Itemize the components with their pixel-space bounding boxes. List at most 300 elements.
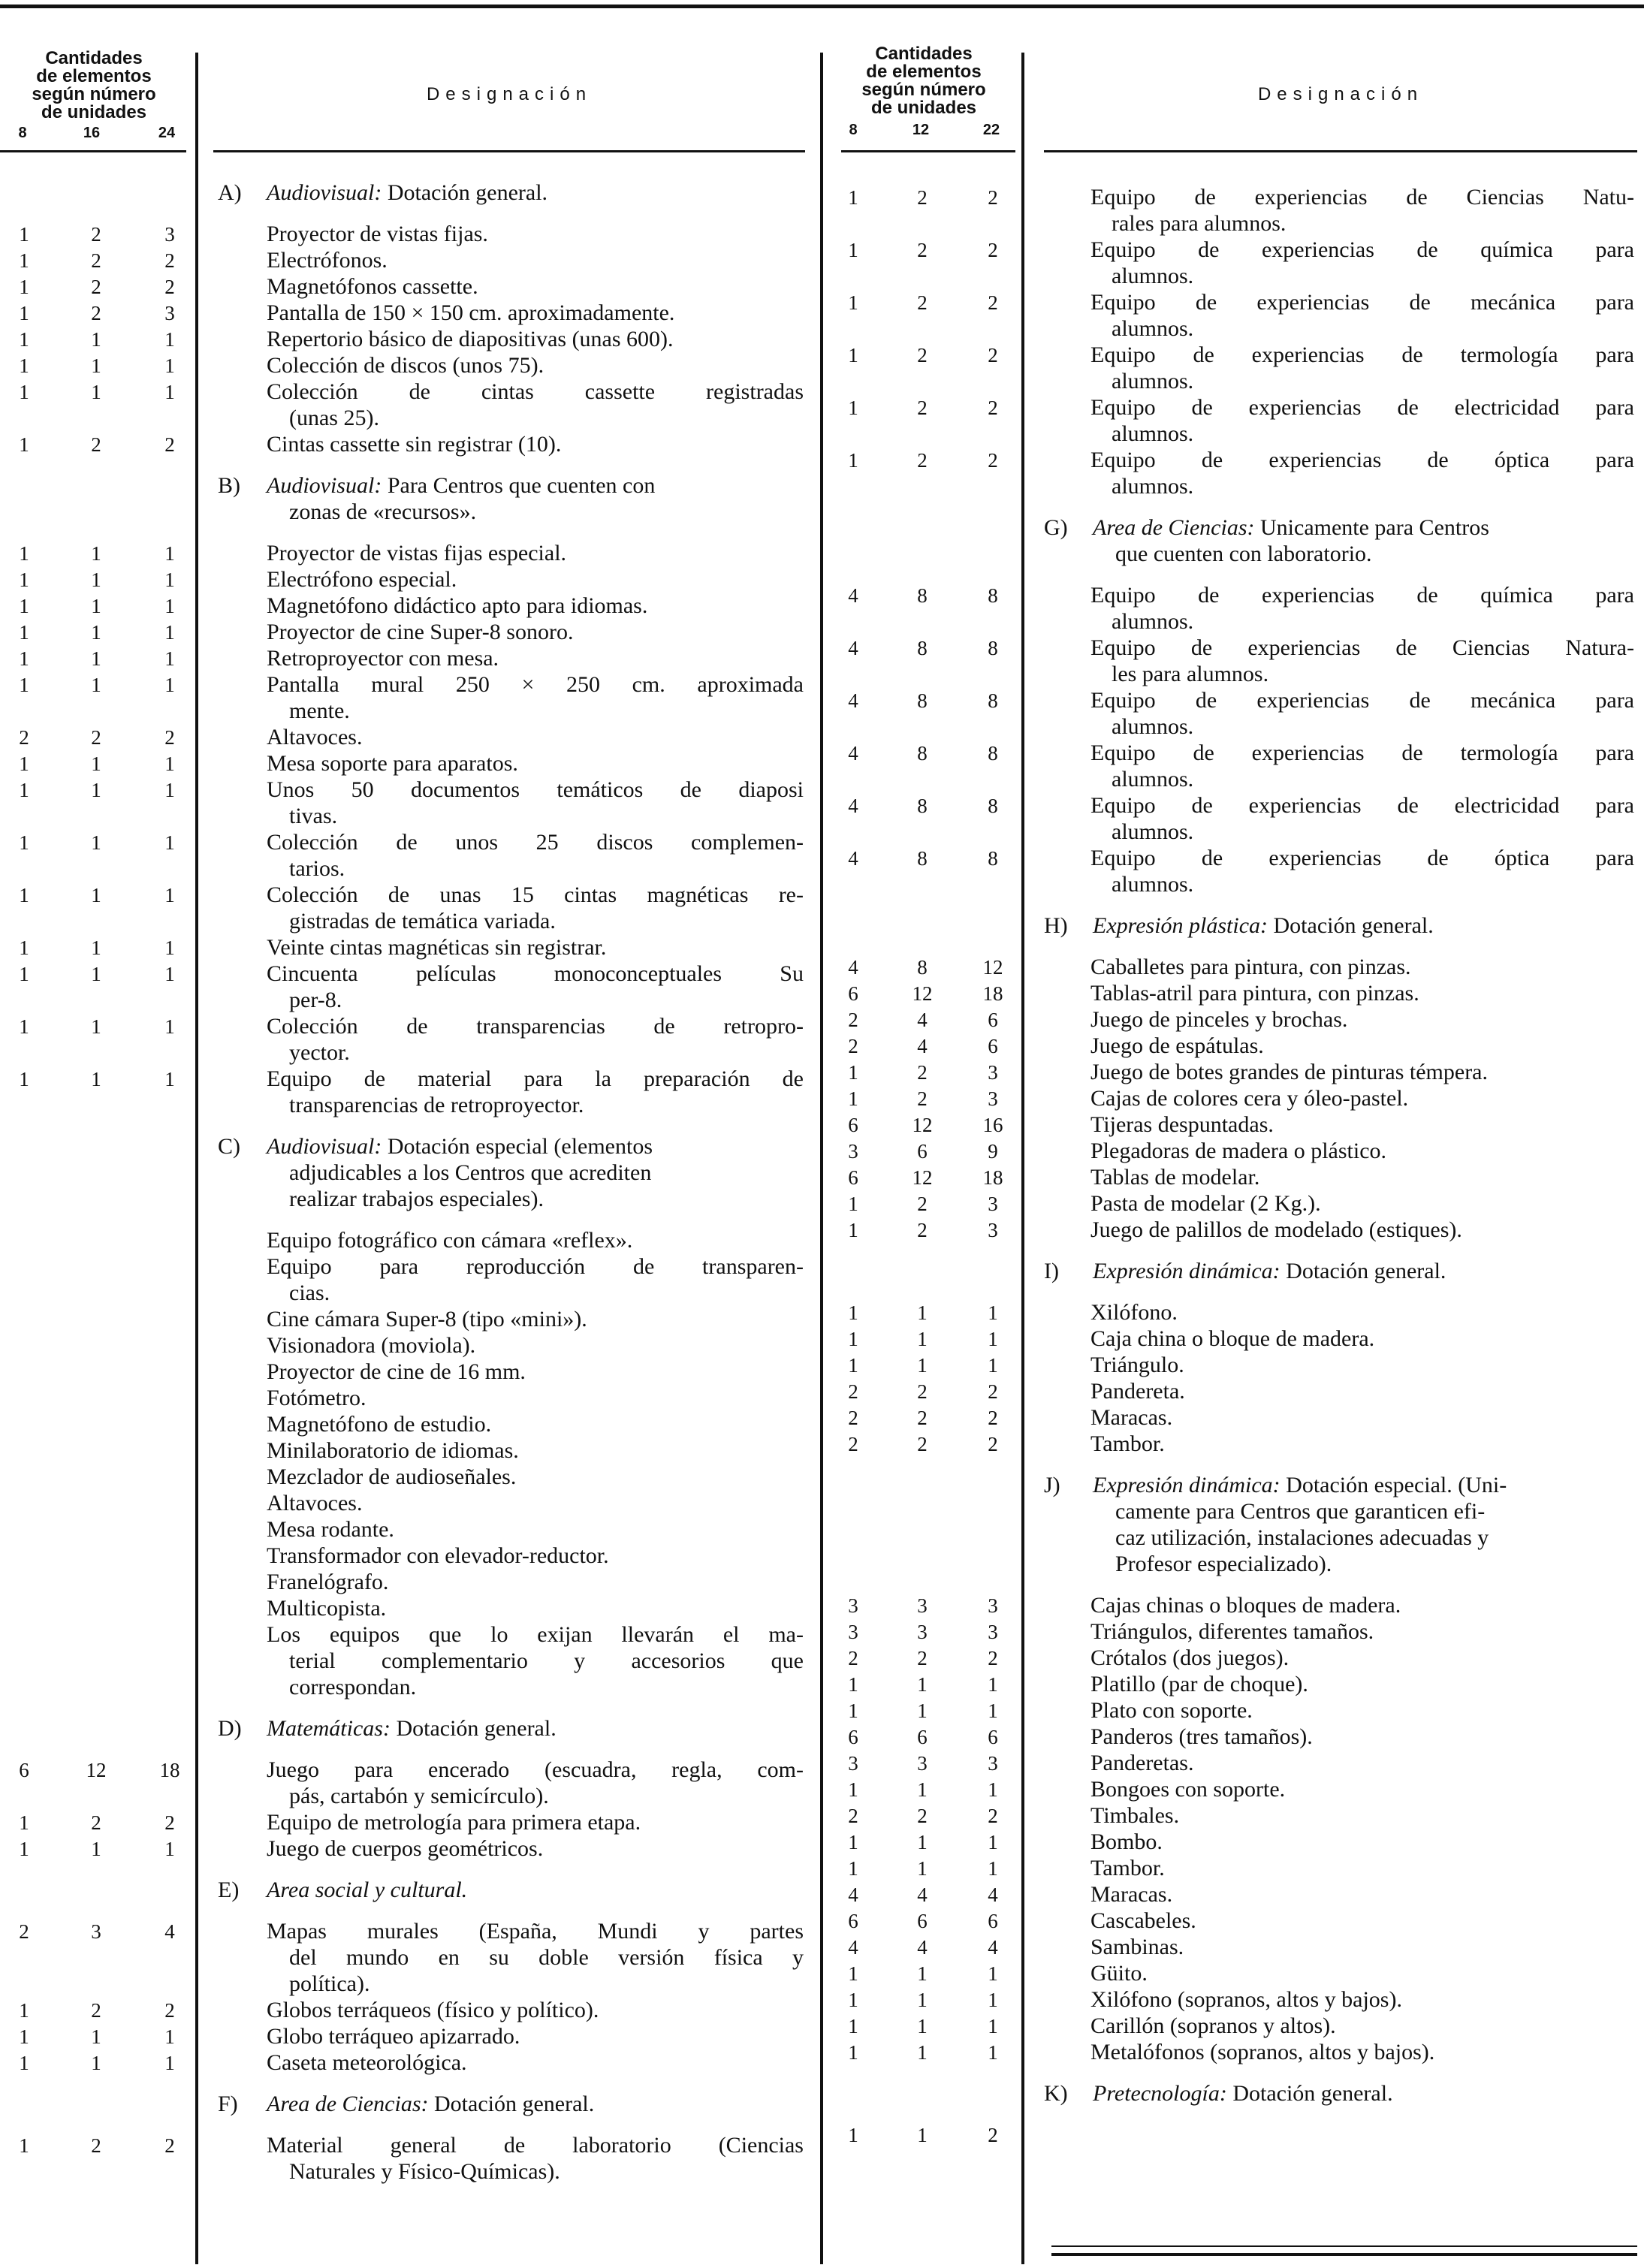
quantity-cell: 1	[164, 542, 175, 565]
item-text: Magnetófono de estudio.	[267, 1412, 492, 1437]
section-title-continuation: caz utilización, instalaciones adecuadas y	[1115, 1525, 1489, 1550]
quantity-cell: 2	[988, 291, 998, 314]
item-text: rales para alumnos.	[1112, 211, 1287, 236]
quantity-cell: 2	[164, 249, 175, 272]
quantity-cell: 2	[917, 1805, 928, 1827]
quantity-cell: 1	[91, 884, 101, 906]
item-text: Pantalla de 150 × 150 cm. aproximadamente.	[267, 300, 675, 325]
item-text: Globos terráqueos (físico y político).	[267, 1998, 599, 2022]
quantity-cell: 1	[848, 449, 858, 472]
quantity-cell: 1	[19, 647, 29, 670]
quantity-cell: 1	[848, 239, 858, 261]
item-text: Maracas.	[1090, 1405, 1173, 1430]
item-text: Equipo de experiencias de química para	[1090, 583, 1634, 608]
section-title-text: Dotación general.	[428, 2092, 595, 2116]
item-text: Altavoces.	[267, 725, 363, 749]
quantity-cell: 1	[19, 569, 29, 591]
quantity-cell: 1	[164, 569, 175, 591]
item-text: Xilófono (sopranos, altos y bajos).	[1090, 1987, 1402, 2012]
quantity-cell: 1	[164, 963, 175, 985]
section-letter: C)	[218, 1134, 240, 1159]
item-text: Colección de discos (unos 75).	[267, 353, 544, 378]
item-text: Tambor.	[1090, 1431, 1165, 1456]
quantity-cell: 2	[19, 1920, 29, 1943]
item-text: alumnos.	[1112, 421, 1194, 446]
section-title	[1093, 2081, 1393, 2107]
quantity-cell: 1	[917, 2041, 928, 2064]
section-title-italic: Area de Ciencias:	[267, 2092, 429, 2116]
qty-header-line: de elementos	[36, 66, 152, 86]
quantity-cell: 1	[19, 1068, 29, 1090]
left-column-divider	[195, 53, 198, 2264]
quantity-cell: 2	[848, 1433, 858, 1455]
item-text: transparencias de retroproyector.	[289, 1093, 584, 1117]
section-title	[1093, 1473, 1507, 1498]
item-text: Panderos (tres tamaños).	[1090, 1724, 1313, 1749]
center-divider	[820, 53, 823, 2264]
item-text: yector.	[289, 1040, 350, 1065]
quantity-cell: 2	[988, 1805, 998, 1827]
quantity-cell: 6	[848, 1726, 858, 1748]
quantity-cell: 1	[917, 1857, 928, 1880]
quantity-cell: 4	[848, 1883, 858, 1906]
quantity-cell: 1	[19, 1838, 29, 1860]
section-title	[267, 180, 547, 206]
item-text: cias.	[289, 1280, 330, 1305]
quantity-cell: 2	[91, 1811, 101, 1834]
item-text: Equipo de experiencias de Ciencias Natura-	[1090, 635, 1634, 660]
item-text: alumnos.	[1112, 714, 1194, 739]
quantity-cell: 1	[917, 1301, 928, 1324]
item-text: Equipo fotográfico con cámara «reflex».	[267, 1228, 633, 1253]
unit-number: 8	[849, 122, 858, 138]
quantity-cell: 3	[848, 1752, 858, 1775]
item-text: alumnos.	[1112, 767, 1194, 792]
quantity-cell: 1	[848, 1087, 858, 1110]
quantity-cell: 1	[164, 2052, 175, 2074]
item-text: alumnos.	[1112, 474, 1194, 499]
quantity-cell: 8	[917, 689, 928, 712]
section-title-text: Para Centros que cuenten con	[382, 473, 656, 498]
quantity-cell: 1	[91, 936, 101, 959]
item-text: Pasta de modelar (2 Kg.).	[1090, 1191, 1321, 1216]
quantity-cell: 1	[91, 354, 101, 377]
quantity-cell: 1	[988, 1778, 998, 1801]
quantity-cell: 3	[917, 1594, 928, 1617]
quantity-cell: 1	[164, 647, 175, 670]
quantity-cell: 3	[988, 1219, 998, 1241]
quantity-cell: 2	[988, 1433, 998, 1455]
section-title	[1093, 913, 1434, 939]
item-text: del mundo en su doble versión física y	[289, 1945, 804, 1970]
quantity-cell: 1	[91, 328, 101, 351]
section-title-italic: Expresión dinámica:	[1093, 1259, 1281, 1283]
quantity-cell: 1	[917, 2015, 928, 2037]
section-title	[267, 2092, 594, 2117]
quantity-cell: 1	[848, 1989, 858, 2011]
item-text: Crótalos (dos juegos).	[1090, 1645, 1290, 1670]
quantity-cell: 2	[917, 1193, 928, 1215]
section-title-text: Dotación general.	[390, 1716, 557, 1741]
section-title	[267, 473, 655, 499]
section-title	[1093, 515, 1489, 541]
quantity-cell: 2	[848, 1407, 858, 1429]
quantity-cell: 1	[988, 2015, 998, 2037]
quantity-cell: 1	[988, 1989, 998, 2011]
item-text: Cincuenta películas monoconceptuales Su	[267, 961, 804, 986]
quantity-cell: 16	[982, 1114, 1003, 1136]
item-text: Proyector de cine Super-8 sonoro.	[267, 620, 574, 644]
quantity-cell: 6	[917, 1140, 928, 1163]
quantity-cell: 4	[917, 1936, 928, 1959]
quantity-cell: 2	[164, 433, 175, 456]
item-text: Caja china o bloque de madera.	[1090, 1326, 1375, 1351]
quantity-cell: 6	[848, 1166, 858, 1189]
quantity-cell: 2	[91, 2134, 101, 2157]
section-letter: E)	[218, 1877, 240, 1902]
section-letter: J)	[1044, 1473, 1060, 1497]
quantity-cell: 1	[988, 1699, 998, 1722]
section-title-text: Dotación general.	[1268, 913, 1434, 938]
quantity-cell: 1	[848, 1831, 858, 1853]
quantity-cell: 1	[164, 2025, 175, 2048]
quantity-cell: 2	[91, 433, 101, 456]
quantity-cell: 6	[917, 1910, 928, 1932]
quantity-cell: 1	[19, 381, 29, 403]
section-title-continuation: realizar trabajos especiales).	[289, 1187, 544, 1211]
quantity-cell: 1	[848, 1301, 858, 1324]
quantity-cell: 3	[848, 1621, 858, 1643]
item-text: Colección de cintas cassette registradas	[267, 379, 804, 404]
quantity-cell: 2	[988, 186, 998, 209]
quantity-cell: 1	[19, 249, 29, 272]
item-text: Plato con soporte.	[1090, 1698, 1253, 1723]
quantity-cell: 3	[988, 1752, 998, 1775]
quantity-cell: 12	[912, 982, 933, 1005]
quantity-cell: 18	[982, 1166, 1003, 1189]
item-text: Equipo para reproducción de transparen-	[267, 1254, 804, 1279]
quantity-cell: 1	[91, 674, 101, 696]
quantity-cell: 1	[91, 2025, 101, 2048]
right-qty-header	[834, 45, 1014, 117]
quantity-cell: 1	[164, 831, 175, 854]
item-text: Cascabeles.	[1090, 1908, 1196, 1933]
quantity-cell: 1	[19, 779, 29, 801]
quantity-cell: 2	[164, 276, 175, 298]
quantity-cell: 1	[19, 433, 29, 456]
quantity-cell: 1	[91, 542, 101, 565]
quantity-cell: 1	[848, 1673, 858, 1696]
item-text: alumnos.	[1112, 872, 1194, 897]
quantity-cell: 8	[988, 847, 998, 870]
item-text: (unas 25).	[289, 406, 379, 430]
quantity-cell: 1	[988, 1301, 998, 1324]
quantity-cell: 2	[917, 1087, 928, 1110]
quantity-cell: 2	[164, 726, 175, 749]
quantity-cell: 4	[917, 1035, 928, 1057]
item-text: Tijeras despuntadas.	[1090, 1112, 1274, 1137]
quantity-cell: 6	[988, 1726, 998, 1748]
item-text: Tablas de modelar.	[1090, 1165, 1260, 1190]
header-underline-left-des	[213, 150, 805, 152]
unit-number: 8	[18, 125, 27, 141]
section-letter: G)	[1044, 515, 1068, 540]
quantity-cell: 4	[848, 584, 858, 607]
header-underline-right-des	[1044, 150, 1637, 152]
item-text: Mesa soporte para aparatos.	[267, 751, 518, 776]
unit-number: 16	[83, 125, 101, 141]
item-text: Maracas.	[1090, 1882, 1173, 1907]
quantity-cell: 1	[988, 1354, 998, 1377]
quantity-cell: 1	[917, 1962, 928, 1985]
quantity-cell: 12	[86, 1759, 107, 1781]
quantity-cell: 2	[848, 1805, 858, 1827]
quantity-cell: 2	[917, 1380, 928, 1403]
quantity-cell: 1	[91, 595, 101, 617]
quantity-cell: 1	[19, 302, 29, 324]
quantity-cell: 2	[91, 1999, 101, 2022]
right-designacion-header: Designación	[1257, 84, 1424, 104]
quantity-cell: 2	[988, 1647, 998, 1669]
item-text: Unos 50 documentos temáticos de diaposi	[267, 777, 804, 802]
item-text: Material general de laboratorio (Ciencias	[267, 2133, 804, 2158]
quantity-cell: 6	[988, 1035, 998, 1057]
quantity-cell: 1	[917, 1699, 928, 1722]
quantity-cell: 1	[164, 354, 175, 377]
quantity-cell: 1	[19, 354, 29, 377]
item-text: Xilófono.	[1090, 1300, 1178, 1325]
quantity-cell: 3	[988, 1621, 998, 1643]
quantity-cell: 1	[848, 1778, 858, 1801]
quantity-cell: 2	[917, 449, 928, 472]
quantity-cell: 18	[159, 1759, 180, 1781]
quantity-cell: 1	[19, 884, 29, 906]
section-title-italic: Audiovisual:	[267, 473, 382, 498]
left-qty-header	[0, 50, 188, 122]
section-title	[267, 1134, 653, 1160]
quantity-cell: 1	[988, 2041, 998, 2064]
quantity-cell: 1	[164, 381, 175, 403]
quantity-cell: 1	[19, 621, 29, 644]
top-rule	[0, 5, 1644, 8]
quantity-cell: 3	[164, 223, 175, 246]
section-letter: F)	[218, 2092, 238, 2116]
quantity-cell: 8	[917, 956, 928, 979]
item-text: Magnetófono didáctico apto para idiomas.	[267, 593, 648, 618]
quantity-cell: 2	[988, 397, 998, 419]
section-letter: H)	[1044, 913, 1068, 938]
item-text: Equipo de metrología para primera etapa.	[267, 1810, 641, 1835]
quantity-cell: 6	[848, 982, 858, 1005]
quantity-cell: 4	[988, 1936, 998, 1959]
quantity-cell: 1	[19, 328, 29, 351]
quantity-cell: 2	[917, 397, 928, 419]
item-text: Cintas cassette sin registrar (10).	[267, 432, 562, 457]
quantity-cell: 3	[917, 1752, 928, 1775]
item-text: per-8.	[289, 988, 342, 1012]
section-title-text: Dotación general.	[1280, 1259, 1446, 1283]
unit-number: 22	[982, 122, 1000, 138]
quantity-cell: 1	[848, 1857, 858, 1880]
section-title	[267, 1716, 557, 1742]
quantity-cell: 1	[848, 397, 858, 419]
quantity-cell: 8	[988, 689, 998, 712]
quantity-cell: 2	[988, 344, 998, 366]
quantity-cell: 3	[164, 302, 175, 324]
quantity-cell: 9	[988, 1140, 998, 1163]
section-title-text: Unicamente para Centros	[1254, 515, 1489, 540]
quantity-cell: 1	[848, 1962, 858, 1985]
quantity-cell: 1	[848, 1354, 858, 1377]
quantity-cell: 1	[19, 963, 29, 985]
item-text: Metalófonos (sopranos, altos y bajos).	[1090, 2040, 1435, 2064]
quantity-cell: 2	[91, 249, 101, 272]
quantity-cell: 4	[848, 847, 858, 870]
item-text: Equipo de experiencias de Ciencias Natu-	[1090, 185, 1634, 210]
section-title-text: Dotación general.	[1226, 2081, 1393, 2106]
quantity-cell: 1	[19, 542, 29, 565]
quantity-cell: 4	[848, 956, 858, 979]
item-text: Tambor.	[1090, 1856, 1165, 1880]
quantity-cell: 1	[988, 1962, 998, 1985]
item-text: Caballetes para pintura, con pinzas.	[1090, 955, 1411, 979]
item-text: Pandereta.	[1090, 1379, 1185, 1404]
quantity-cell: 2	[848, 1035, 858, 1057]
quantity-cell: 1	[164, 779, 175, 801]
quantity-cell: 4	[848, 637, 858, 659]
quantity-cell: 1	[917, 1778, 928, 1801]
quantity-cell: 1	[988, 1831, 998, 1853]
quantity-cell: 2	[917, 1407, 928, 1429]
quantity-cell: 1	[988, 1857, 998, 1880]
item-text: tarios.	[289, 856, 345, 881]
quantity-cell: 1	[19, 595, 29, 617]
quantity-cell: 6	[848, 1114, 858, 1136]
quantity-cell: 2	[917, 186, 928, 209]
item-text: Colección de unos 25 discos complemen-	[267, 830, 804, 855]
item-text: Equipo de experiencias de química para	[1090, 237, 1634, 262]
section-title	[267, 1877, 467, 1903]
item-text: Equipo de experiencias de mecánica para	[1090, 290, 1634, 315]
quantity-cell: 1	[91, 621, 101, 644]
item-text: Equipo de experiencias de mecánica para	[1090, 688, 1634, 713]
item-text: Caseta meteorológica.	[267, 2050, 467, 2075]
quantity-cell: 3	[988, 1193, 998, 1215]
item-text: Juego para encerado (escuadra, regla, com-	[267, 1757, 804, 1782]
section-title-italic: Area social y cultural.	[267, 1877, 468, 1902]
quantity-cell: 12	[912, 1114, 933, 1136]
item-text: gistradas de temática variada.	[289, 909, 556, 933]
quantity-cell: 1	[91, 381, 101, 403]
quantity-cell: 1	[91, 647, 101, 670]
quantity-cell: 1	[19, 276, 29, 298]
quantity-cell: 1	[917, 1328, 928, 1350]
item-text: Electrófono especial.	[267, 567, 457, 592]
quantity-cell: 2	[917, 1061, 928, 1084]
quantity-cell: 3	[988, 1061, 998, 1084]
quantity-cell: 1	[164, 1838, 175, 1860]
quantity-cell: 2	[988, 239, 998, 261]
quantity-cell: 2	[917, 1433, 928, 1455]
quantity-cell: 3	[988, 1087, 998, 1110]
quantity-cell: 1	[164, 621, 175, 644]
quantity-cell: 8	[917, 637, 928, 659]
item-text: Pantalla mural 250 × 250 cm. aproximada	[267, 672, 804, 697]
quantity-cell: 12	[982, 956, 1003, 979]
item-text: Retroproyector con mesa.	[267, 646, 499, 671]
item-text: alumnos.	[1112, 316, 1194, 341]
quantity-cell: 1	[91, 1015, 101, 1038]
item-text: Proyector de cine de 16 mm.	[267, 1359, 526, 1384]
quantity-cell: 2	[988, 1380, 998, 1403]
quantity-cell: 1	[19, 1015, 29, 1038]
qty-header-line: de unidades	[870, 98, 977, 118]
quantity-cell: 4	[848, 689, 858, 712]
item-text: Magnetófonos cassette.	[267, 274, 478, 299]
quantity-cell: 8	[917, 847, 928, 870]
quantity-cell: 1	[19, 2025, 29, 2048]
item-text: Globo terráqueo apizarrado.	[267, 2024, 520, 2049]
item-text: alumnos.	[1112, 609, 1194, 634]
item-text: Proyector de vistas fijas.	[267, 222, 488, 246]
item-text: Cajas de colores cera y óleo-pastel.	[1090, 1086, 1409, 1111]
item-text: alumnos.	[1112, 369, 1194, 394]
item-text: tivas.	[289, 804, 338, 828]
section-title-text: Dotación especial (elementos	[382, 1134, 653, 1159]
item-text: Fotómetro.	[267, 1386, 367, 1410]
section-letter: I)	[1044, 1259, 1059, 1283]
quantity-cell: 1	[988, 1328, 998, 1350]
quantity-cell: 6	[917, 1726, 928, 1748]
section-letter: A)	[218, 180, 242, 205]
section-title-italic: Pretecnología:	[1093, 2081, 1227, 2106]
quantity-cell: 1	[988, 1673, 998, 1696]
item-text: Veinte cintas magnéticas sin registrar.	[267, 935, 607, 960]
section-title-continuation: adjudicables a los Centros que acrediten	[289, 1160, 652, 1185]
quantity-cell: 2	[19, 726, 29, 749]
quantity-cell: 1	[917, 1989, 928, 2011]
quantity-cell: 2	[988, 2124, 998, 2146]
quantity-cell: 2	[91, 302, 101, 324]
quantity-cell: 8	[988, 742, 998, 765]
qty-header-line: según número	[861, 80, 986, 100]
quantity-cell: 12	[912, 1166, 933, 1189]
item-text: Naturales y Físico-Químicas).	[289, 2159, 560, 2184]
qty-header-line: Cantidades	[45, 48, 143, 68]
qty-header-line: según número	[32, 84, 156, 104]
item-text: Equipo de experiencias de termología para	[1090, 740, 1634, 765]
section-title-continuation: que cuenten con laboratorio.	[1115, 541, 1372, 566]
left-designacion-header: Designación	[426, 84, 593, 104]
quantity-cell: 2	[988, 449, 998, 472]
quantity-cell: 3	[848, 1140, 858, 1163]
quantity-cell: 1	[848, 291, 858, 314]
item-text: Colección de unas 15 cintas magnéticas re-	[267, 882, 804, 907]
quantity-cell: 1	[164, 1068, 175, 1090]
item-text: pás, cartabón y semicírculo).	[289, 1784, 549, 1808]
item-text: correspondan.	[289, 1675, 417, 1699]
quantity-cell: 2	[917, 344, 928, 366]
item-text: Panderetas.	[1090, 1751, 1194, 1775]
header-underline-left-qty	[0, 150, 186, 152]
section-title-text: Dotación general.	[382, 180, 548, 205]
quantity-cell: 2	[917, 239, 928, 261]
item-text: Tablas-atril para pintura, con pinzas.	[1090, 981, 1419, 1006]
unit-number: 12	[912, 122, 930, 138]
quantity-cell: 2	[164, 2134, 175, 2157]
section-title-continuation: Profesor especializado).	[1115, 1552, 1332, 1576]
quantity-cell: 1	[19, 936, 29, 959]
